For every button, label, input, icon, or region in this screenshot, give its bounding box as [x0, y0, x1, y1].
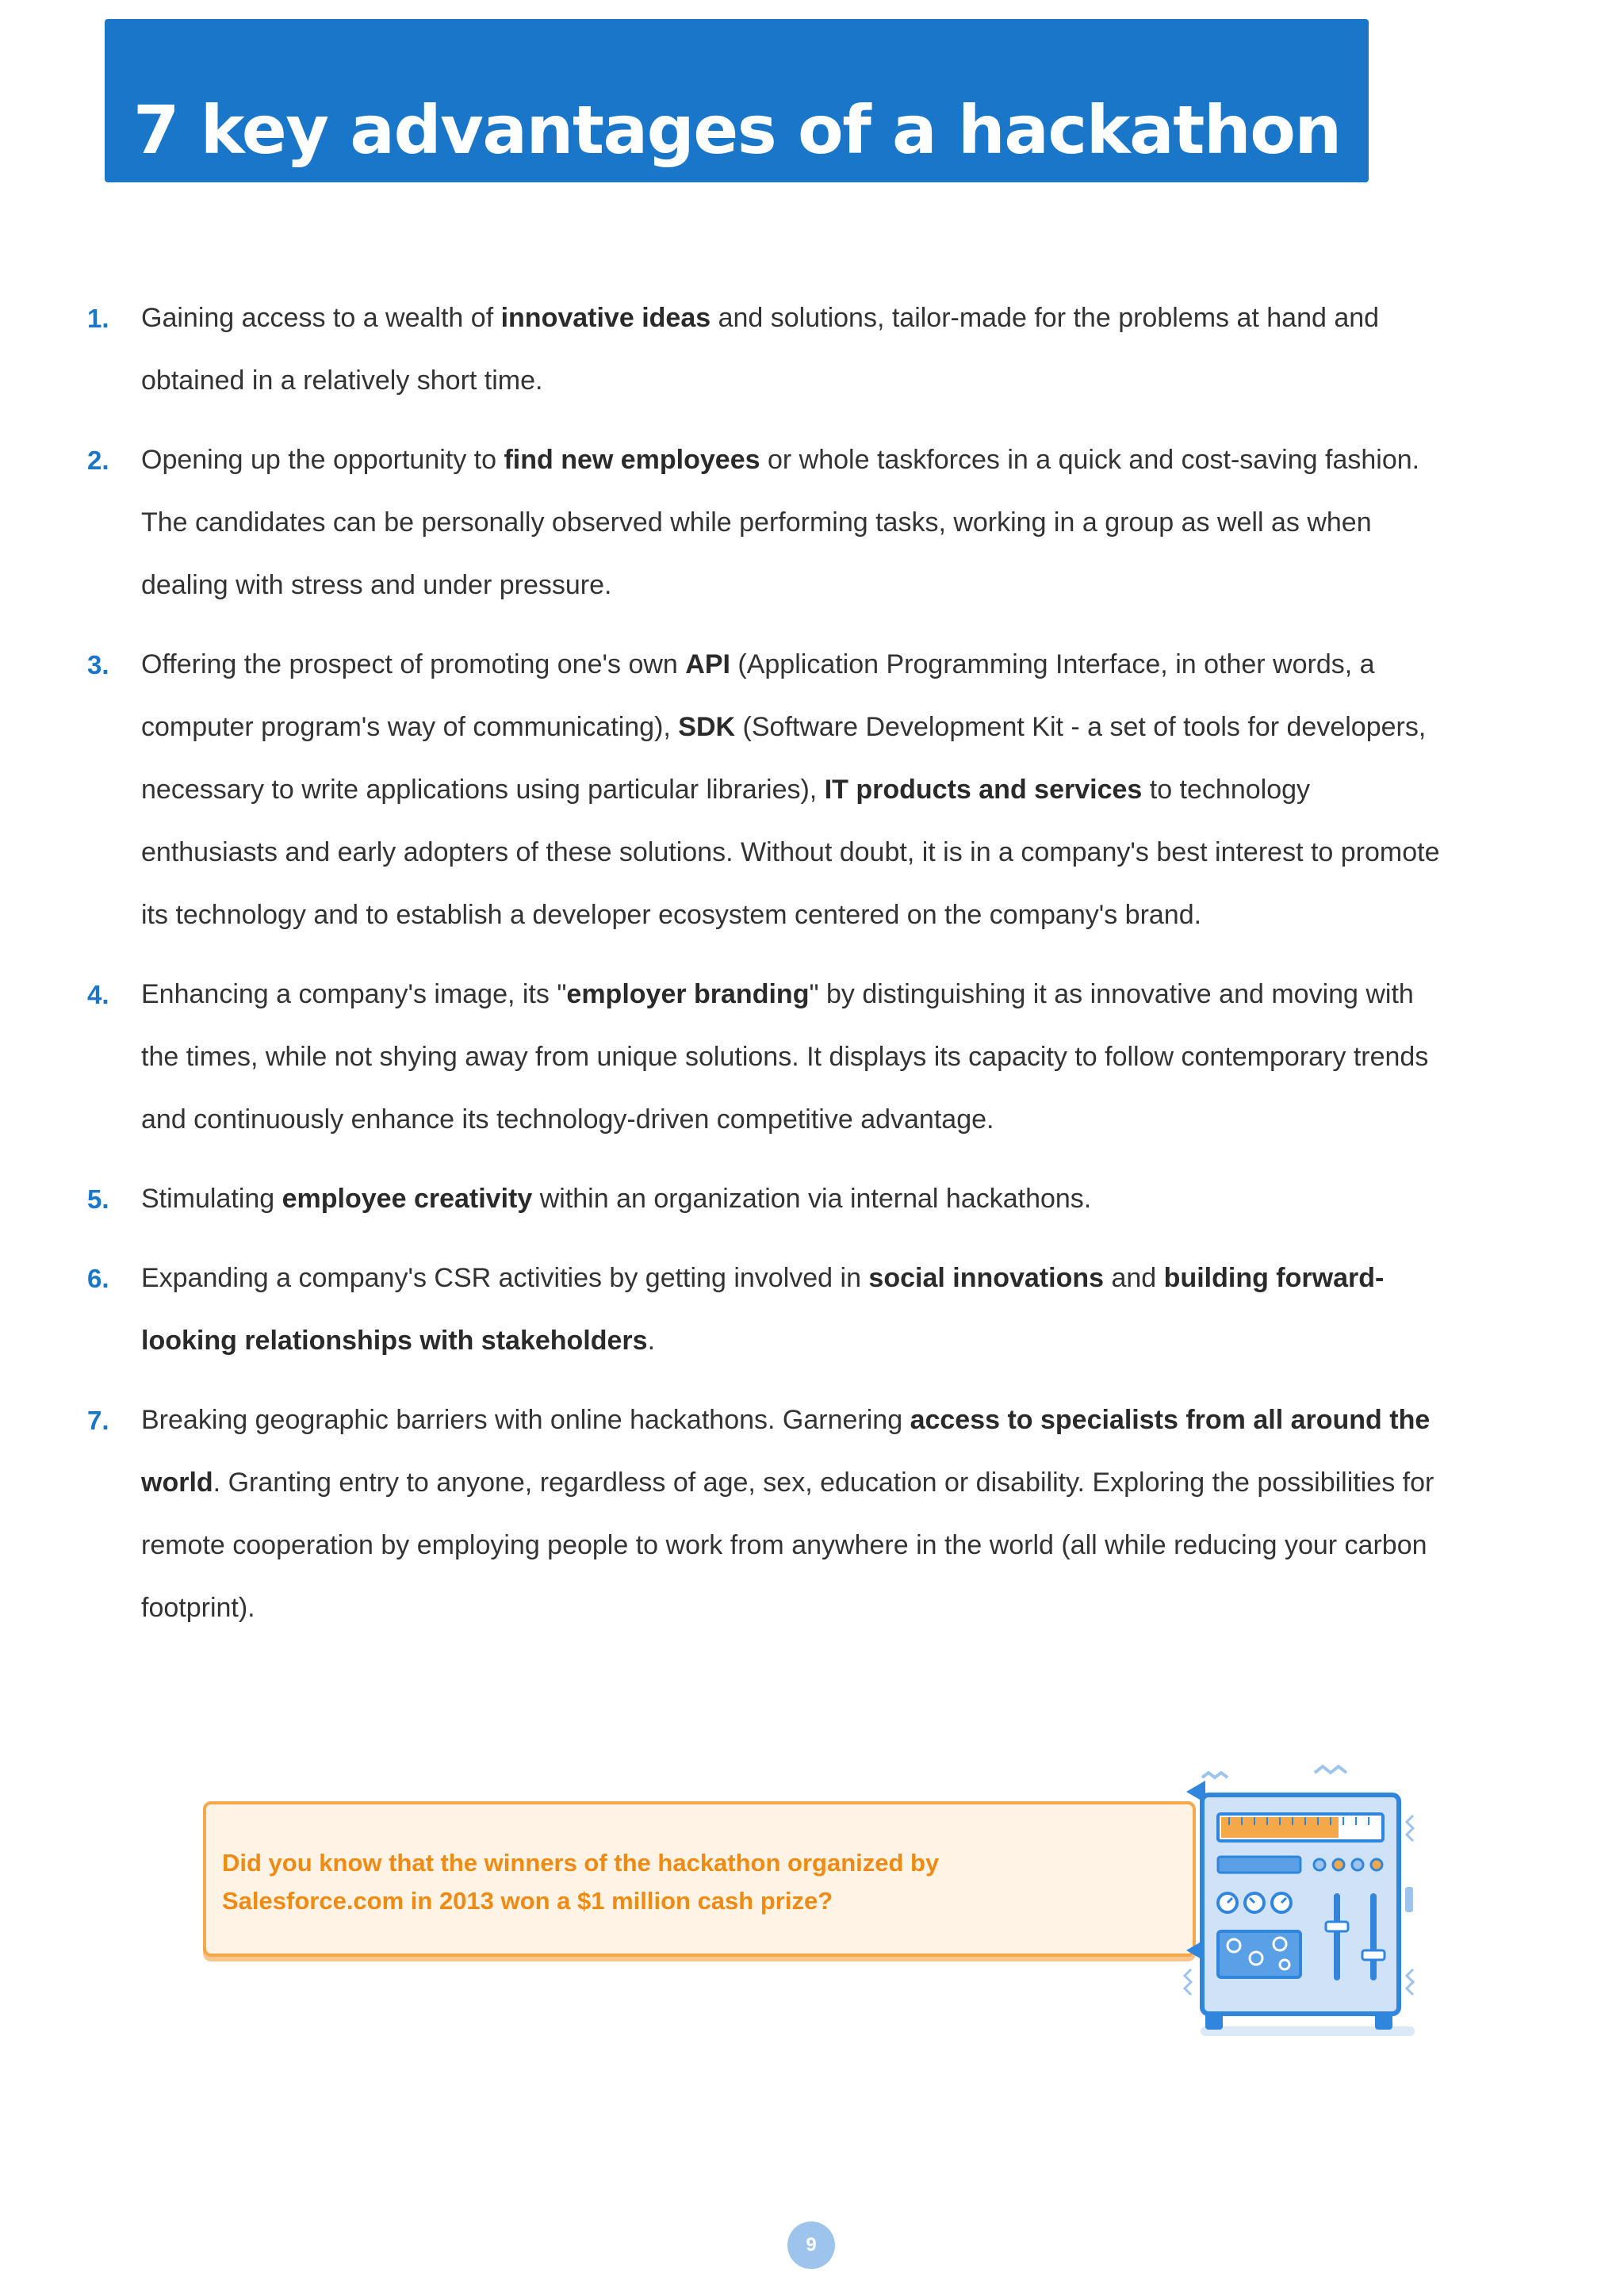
advantage-text-segment: Gaining access to a wealth of: [141, 303, 501, 333]
advantage-text-segment: (Application Programming Interface, in other words, a computer program's way of communicating),: [141, 649, 1375, 742]
advantage-number: 2.: [87, 446, 109, 475]
callout-box: [203, 1801, 1196, 1957]
advantage-highlight: find new employees: [504, 445, 760, 475]
advantage-item: [87, 1389, 1451, 1640]
advantage-text-segment: and: [1104, 1263, 1164, 1293]
advantage-number: 6.: [87, 1264, 109, 1293]
advantage-text-segment: Expanding a company's CSR activities by getting involved in: [141, 1263, 869, 1293]
advantage-text-segment: Opening up the opportunity to: [141, 445, 504, 475]
advantage-text-segment: (Software Development Kit - a set of tools for developers, necessary to write applications using particular libraries),: [141, 712, 1427, 805]
advantage-text: [141, 633, 1451, 947]
title-banner: [105, 19, 1369, 182]
advantage-text: [141, 1247, 1451, 1372]
advantage-highlight: employer branding: [566, 979, 810, 1009]
advantage-highlight: building forward-looking relationships with stakeholders: [141, 1263, 1385, 1356]
advantage-item: [87, 1168, 1451, 1230]
advantage-highlight: innovative ideas: [500, 303, 711, 333]
callout-line-1: Did you know that the winners of the hackathon organized by: [222, 1849, 940, 1877]
advantage-item: [87, 287, 1451, 412]
advantage-highlight: SDK: [678, 712, 736, 742]
advantage-text-segment: . Granting entry to anyone, regardless of age, sex, education or disability. Exploring the possibilities for remote cooperation by employing people to work from anywhere in the world (all while reducing your carbon footprint).: [141, 1468, 1434, 1623]
advantage-highlight: social innovations: [868, 1263, 1105, 1293]
advantage-text-segment: and solutions, tailor-made for the problems at hand and obtained in a relatively short time.: [141, 303, 1380, 396]
advantage-text-segment: .: [647, 1326, 656, 1356]
advantage-text: [141, 1389, 1451, 1640]
advantage-number: 1.: [87, 304, 109, 333]
advantage-number: 3.: [87, 650, 109, 679]
page-title: 7 key advantages of a hackathon: [133, 91, 1341, 169]
advantage-text: [141, 1168, 1451, 1230]
advantage-text-segment: Stimulating: [141, 1184, 282, 1214]
page-number-badge: 9: [787, 2221, 835, 2269]
advantage-highlight: access to specialists from all around the world: [141, 1405, 1431, 1498]
advantages-list: [87, 287, 1451, 1656]
advantage-text-segment: Breaking geographic barriers with online hackathons. Garnering: [141, 1405, 910, 1435]
advantage-highlight: IT products and services: [824, 775, 1143, 805]
advantage-highlight: API: [685, 649, 730, 679]
control-panel-machine-icon: [1174, 1760, 1435, 2045]
callout-line-2: Salesforce.com in 2013 won a $1 million cash prize?: [222, 1887, 833, 1915]
advantage-text-segment: Offering the prospect of promoting one's own: [141, 649, 686, 679]
advantage-item: [87, 429, 1451, 617]
callout-text: [222, 1844, 1015, 1920]
advantage-item: [87, 963, 1451, 1151]
advantage-number: 5.: [87, 1184, 109, 1214]
advantage-item: [87, 1247, 1451, 1372]
advantage-item: [87, 633, 1451, 947]
advantage-text-segment: within an organization via internal hackathons.: [532, 1184, 1092, 1214]
advantage-number: 7.: [87, 1406, 109, 1435]
advantage-text-segment: " by distinguishing it as innovative and moving with the times, while not shying away from unique solutions. It displays its capacity to follow contemporary trends and continuously enhance its technology-driven competitive advantage.: [141, 979, 1429, 1135]
advantage-text-segment: to technology enthusiasts and early adopters of these solutions. Without doubt, it is in a company's best interest to promote its technology and to establish a developer ecosystem centered on the company's brand.: [141, 775, 1440, 930]
advantage-highlight: employee creativity: [282, 1184, 533, 1214]
advantage-text-segment: or whole taskforces in a quick and cost-saving fashion. The candidates can be personally observed while performing tasks, working in a group as well as when dealing with stress and under pressure.: [141, 445, 1420, 600]
advantage-text: [141, 963, 1451, 1151]
advantage-text-segment: Enhancing a company's image, its ": [141, 979, 567, 1009]
advantage-number: 4.: [87, 980, 109, 1009]
advantage-text: [141, 287, 1451, 412]
advantage-text: [141, 429, 1451, 617]
